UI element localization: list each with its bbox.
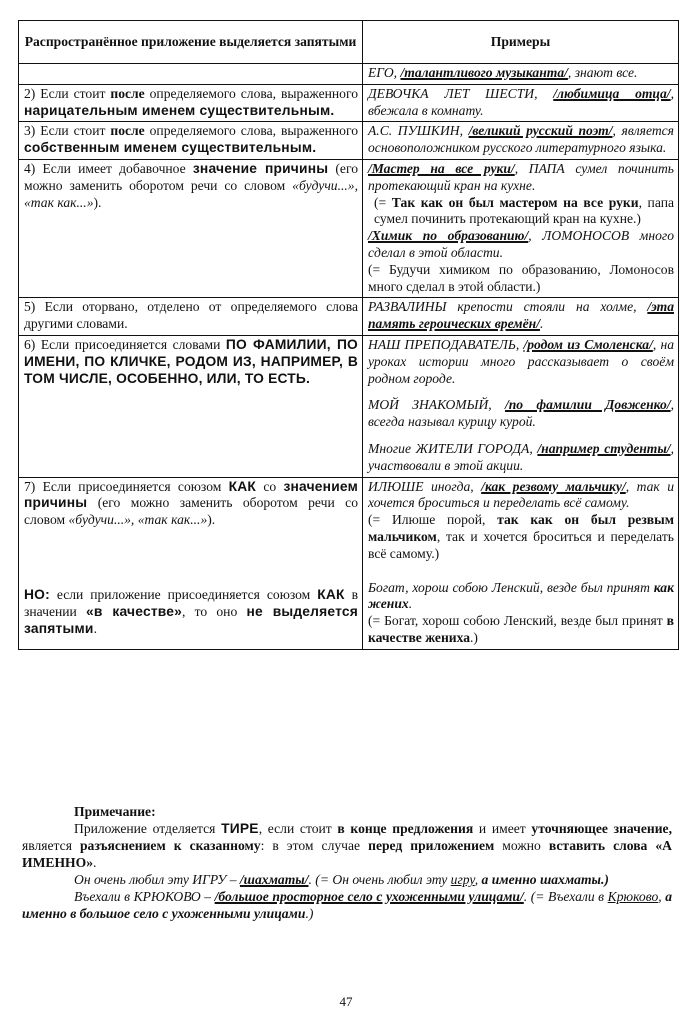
note-emph: уточняющее значение, bbox=[531, 821, 672, 836]
table-row bbox=[19, 122, 679, 160]
note-emph: ТИРЕ bbox=[221, 821, 259, 836]
appositive: /шахматы/ bbox=[239, 872, 309, 887]
rule-line bbox=[24, 587, 358, 637]
example-text: , так и хочется броситься и переделать всё самому.) bbox=[368, 528, 674, 561]
example-line bbox=[368, 228, 674, 262]
rule-text: ). bbox=[93, 194, 102, 210]
rule-text: (его можно заменить оборотом речи со словом bbox=[24, 495, 358, 528]
note-text: , bbox=[474, 872, 482, 887]
note-emph: разъяснением к сказанному bbox=[79, 838, 261, 853]
note-emph: в конце предложения bbox=[337, 821, 474, 836]
rule-text: если приложение присоединяется союзом bbox=[49, 586, 318, 602]
rule-text: определяемого слова, выраженного bbox=[144, 85, 358, 101]
rule-text: 6) Если присоединяется словами bbox=[24, 336, 226, 352]
example-text: , вбежала в комнату. bbox=[368, 85, 674, 118]
example-text: , так и хочется броситься и переделать всё самому. bbox=[368, 478, 674, 511]
table-row bbox=[19, 477, 679, 649]
note-underlined: игру bbox=[450, 872, 475, 887]
appositive: /как резвому мальчику/ bbox=[481, 478, 626, 494]
appositive: /например студенты/ bbox=[537, 440, 671, 456]
table-row bbox=[19, 84, 679, 122]
example-cell-5 bbox=[363, 298, 679, 336]
rule-emph: значением причины bbox=[24, 478, 358, 511]
spacer bbox=[24, 529, 358, 587]
rule-emph: КАК bbox=[317, 586, 345, 602]
note-title: Примечание: bbox=[74, 804, 156, 819]
example-emph: как жених bbox=[368, 579, 674, 612]
example-text: ДЕВОЧКА ЛЕТ ШЕСТИ, bbox=[368, 85, 554, 101]
example-text: , папа сумел починить протекающий кран на кухне.) bbox=[374, 194, 674, 227]
rule-cell-5: 5) Если оторвано, отделено от определяемого слова другими словами. bbox=[19, 298, 363, 336]
rule-text: (его можно заменить оборотом речи со словом bbox=[24, 160, 358, 193]
example-line: (= Будучи химиком по образованию, Ломоносов много сделал в этой области.) bbox=[368, 261, 674, 294]
example-line bbox=[368, 441, 674, 475]
example-text: НАШ ПРЕПОДАВАТЕЛЬ, bbox=[368, 336, 524, 352]
rule-emph: нарицательным именем существительным. bbox=[24, 102, 335, 118]
example-emph: в качестве жениха bbox=[368, 613, 674, 645]
rule-text: 2) Если стоит bbox=[24, 85, 111, 101]
rule-emph: «в качестве» bbox=[86, 603, 183, 619]
rule-italic: «будучи...», «так как...» bbox=[24, 177, 358, 210]
note-underlined: Крюково bbox=[607, 889, 659, 904]
example-text: ЕГО, bbox=[368, 65, 401, 80]
example-line bbox=[368, 580, 674, 614]
appositive: /по фамилии Довженко/ bbox=[504, 397, 671, 413]
spacer bbox=[368, 387, 674, 397]
appositive: /эта память героических времён/ bbox=[368, 299, 674, 332]
note-text: . (= Он очень любил эту bbox=[308, 872, 451, 887]
example-text: (= Илюше порой, bbox=[368, 512, 498, 528]
table-row bbox=[19, 298, 679, 336]
appositive: /талантливого музыканта/ bbox=[400, 65, 568, 80]
appositive: /Мастер на все руки/ bbox=[368, 160, 515, 176]
rule-cell-7 bbox=[19, 477, 363, 649]
rule-text: в значении bbox=[24, 586, 358, 619]
rule-emph: после bbox=[110, 123, 145, 139]
rule-emph: собственным именем существительным. bbox=[24, 140, 317, 156]
note-text: и имеет bbox=[473, 821, 532, 836]
example-emph: так как он был резвым мальчиком bbox=[368, 512, 675, 544]
note-emph: а именно в большое село с ухоженными улицами bbox=[22, 889, 673, 921]
note-section bbox=[22, 803, 672, 922]
rule-text: , то оно bbox=[182, 603, 247, 619]
note-emph: а именно шахматы.) bbox=[481, 872, 609, 887]
example-text: Многие ЖИТЕЛИ ГОРОДА, bbox=[368, 440, 538, 456]
example-text: , ПАПА сумел починить протекающий кран на кухне. bbox=[368, 160, 674, 193]
example-text: РАЗВАЛИНЫ крепости стояли на холме, bbox=[368, 299, 648, 315]
example-cell-7 bbox=[363, 477, 679, 649]
rule-cell-2 bbox=[19, 84, 363, 122]
example-text: , ЛОМОНОСОВ много сделал в этой области. bbox=[368, 228, 674, 260]
example-line bbox=[368, 195, 674, 229]
rule-emph: не выделяется запятыми bbox=[24, 603, 358, 636]
note-text: . bbox=[93, 855, 97, 870]
example-text: , на уроках истории много рассказывает о своём родном городе. bbox=[368, 336, 674, 386]
example-cell-4 bbox=[363, 159, 679, 297]
example-text: А.С. ПУШКИН, bbox=[368, 123, 469, 139]
example-line bbox=[368, 337, 674, 387]
example-line bbox=[368, 397, 674, 431]
note-text: . (= Въехали в bbox=[523, 889, 608, 904]
example-text: .) bbox=[470, 629, 478, 645]
example-line bbox=[368, 613, 674, 647]
note-paragraph bbox=[22, 820, 672, 871]
appositive: /родом из Смоленска/ bbox=[523, 336, 653, 352]
example-line bbox=[368, 479, 674, 513]
example-text: , всегда называл курицу курой. bbox=[368, 397, 674, 430]
rule-text: . bbox=[93, 620, 97, 636]
rule-cell-1 bbox=[19, 64, 363, 85]
note-text: можно bbox=[494, 838, 549, 853]
example-text: (= Богат, хорош собою Ленский, везде был принят bbox=[368, 613, 667, 629]
note-example-2 bbox=[22, 888, 672, 922]
rule-text: 3) Если стоит bbox=[24, 123, 111, 139]
rule-cell-4 bbox=[19, 159, 363, 297]
example-text: (= bbox=[374, 194, 392, 210]
rule-text: 7) Если присоединяется союзом bbox=[24, 478, 229, 494]
note-text: .) bbox=[305, 906, 314, 921]
rules-table bbox=[18, 20, 679, 650]
appositive: /любимица отца/ bbox=[553, 85, 671, 101]
example-cell-6 bbox=[363, 335, 679, 477]
example-text: , участвовали в этой акции. bbox=[368, 440, 674, 473]
rule-emph: НО: bbox=[24, 586, 50, 602]
appositive: /великий русский поэт/ bbox=[468, 123, 613, 139]
example-text: ИЛЮШЕ иногда, bbox=[368, 478, 482, 494]
rule-cell-6 bbox=[19, 335, 363, 477]
example-line bbox=[368, 512, 674, 562]
rule-italic: «будучи...», «так как...» bbox=[68, 512, 208, 528]
example-emph: Так как он был мастером на все руки bbox=[391, 194, 639, 210]
note-emph: перед приложением bbox=[368, 838, 495, 853]
example-cell-2 bbox=[363, 84, 679, 122]
rule-text: со bbox=[256, 478, 284, 494]
appositive: /большое просторное село с ухоженными улицами/ bbox=[214, 889, 524, 904]
table-row bbox=[19, 335, 679, 477]
note-text: Приложение отделяется bbox=[74, 821, 222, 836]
rule-line bbox=[24, 479, 358, 529]
rule-text: ). bbox=[207, 512, 216, 528]
table-row bbox=[19, 64, 679, 85]
note-text: : в этом случае bbox=[260, 838, 369, 853]
rule-cell-3 bbox=[19, 122, 363, 160]
rule-emph: после bbox=[110, 85, 145, 101]
rule-emph: значение причины bbox=[192, 160, 329, 176]
note-text: Въехали в КРЮКОВО – bbox=[74, 889, 215, 904]
spacer bbox=[368, 563, 674, 580]
rule-emph: КАК bbox=[228, 478, 257, 494]
appositive: /Химик по образованию/ bbox=[368, 228, 529, 244]
note-text: Он очень любил эту ИГРУ – bbox=[74, 872, 240, 887]
rule-emph: ПО ФАМИЛИИ, ПО ИМЕНИ, ПО КЛИЧКЕ, РОДОМ ИЗ, НАПРИМЕР, В ТОМ ЧИСЛЕ, ОСОБЕННО, ИЛИ, ТО ЕСТЬ. bbox=[24, 336, 358, 386]
example-text: , является основоположником русского литературного языка. bbox=[368, 123, 674, 156]
spacer bbox=[368, 431, 674, 441]
table-header-row bbox=[19, 21, 679, 64]
example-line bbox=[368, 161, 674, 195]
note-text: , bbox=[658, 889, 666, 904]
rule-text: определяемого слова, выраженного bbox=[144, 123, 358, 139]
example-text: , знают все. bbox=[567, 65, 638, 80]
example-text: . bbox=[408, 596, 413, 612]
rule-text: 4) Если имеет добавочное bbox=[24, 160, 193, 176]
note-text: является bbox=[22, 838, 80, 853]
table-row bbox=[19, 159, 679, 297]
example-cell-1 bbox=[363, 64, 679, 85]
example-text: . bbox=[539, 316, 544, 332]
example-text: Богат, хорош собою Ленский, везде был принят bbox=[368, 579, 654, 595]
header-examples: Примеры bbox=[363, 21, 679, 64]
page-number: 47 bbox=[339, 994, 353, 1009]
example-text: МОЙ ЗНАКОМЫЙ, bbox=[368, 397, 505, 413]
note-example-1 bbox=[22, 871, 672, 888]
header-rule: Распространённое приложение выделяется запятыми bbox=[19, 21, 363, 64]
example-cell-3 bbox=[363, 122, 679, 160]
note-text: , если стоит bbox=[258, 821, 338, 836]
note-emph: вставить слова «А ИМЕННО» bbox=[22, 838, 672, 870]
